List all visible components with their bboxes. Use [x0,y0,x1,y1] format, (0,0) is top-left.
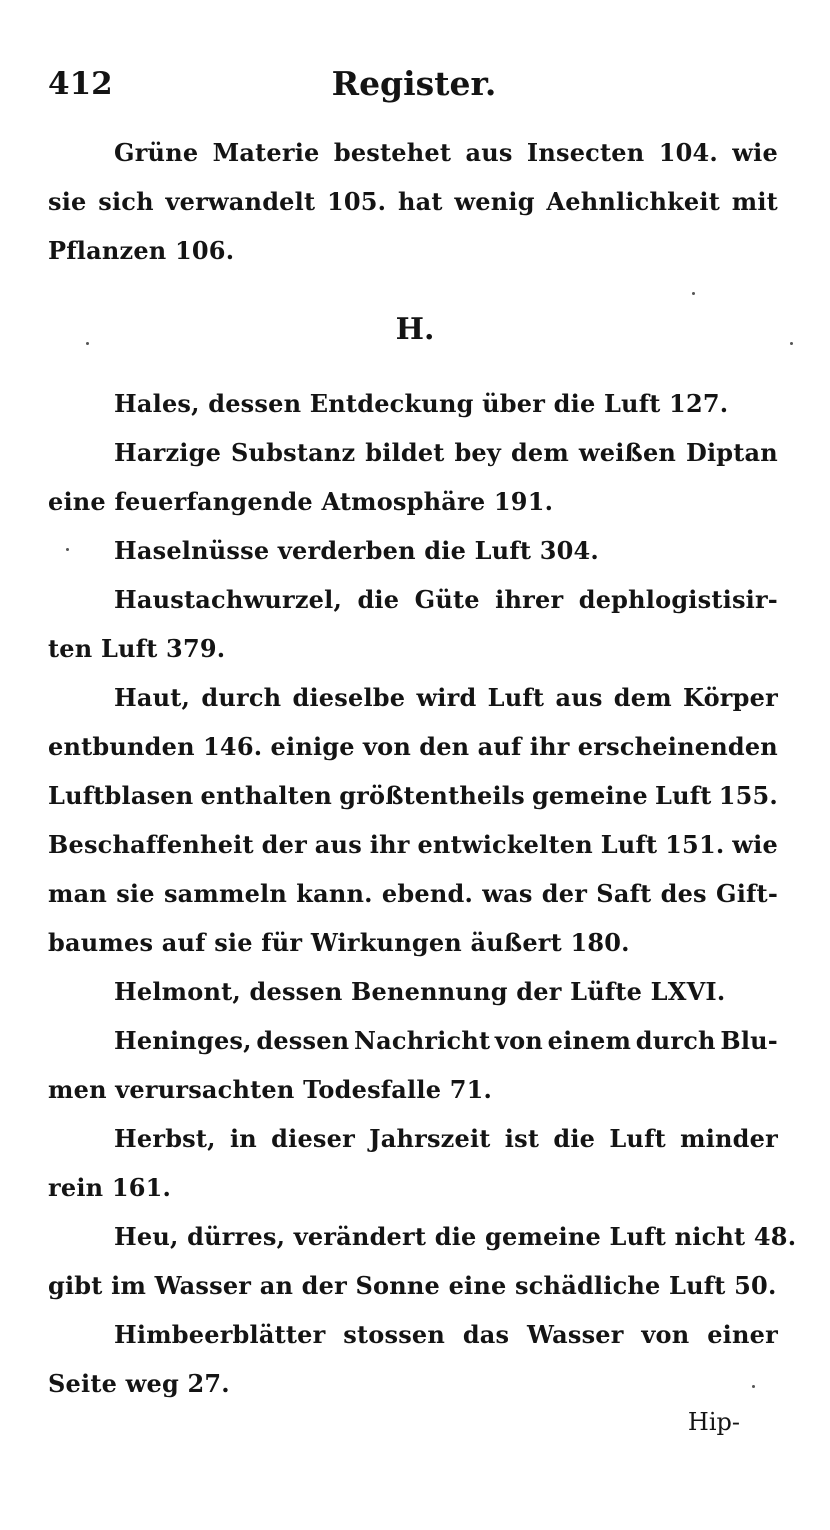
print-speck [692,292,695,295]
running-title: Register. [331,64,497,103]
entry-line: gibt im Wasser an der Sonne eine schädliche Luft 50. [48,1271,777,1300]
entry-line: baumes auf sie für Wirkungen äußert 180. [48,928,630,957]
index-entry-hales: Hales, dessen Entdeckung über die Luft 127. [114,389,729,418]
entry-line: rein 161. [48,1173,172,1202]
entry-line: man sie sammeln kann. ebend. was der Saft des Gift- [48,879,778,908]
page-number: 412 [48,66,113,102]
entry-line: Seite weg 27. [48,1369,230,1398]
entry-line: men verursachten Todesfalle 71. [48,1075,493,1104]
index-entries-section-h [48,379,797,1408]
entry-line: Grüne Materie bestehet aus Insecten 104. wie [114,138,778,167]
index-entry-heu: Heu, dürres, verändert die gemeine Luft nicht 48. [114,1222,797,1251]
index-entry-heninges: Heninges, dessen Nachricht von einem durch Blu- [114,1026,778,1055]
entry-line: ten Luft 379. [48,634,226,663]
index-entry-haustachwurzel: Haustachwurzel, die Güte ihrer dephlogistisir- [114,585,778,614]
print-speck [66,548,69,551]
entry-line: eine feuerfangende Atmosphäre 191. [48,487,554,516]
entry-line: entbunden 146. einige von den auf ihr erscheinenden [48,732,778,761]
entry-line: Luftblasen enthalten größtentheils gemeine Luft 155. [48,781,778,810]
section-letter-heading: H. [395,312,435,347]
print-speck [790,342,793,345]
index-entry-herbst: Herbst, in dieser Jahrszeit ist die Luft minder [114,1124,778,1153]
entry-line: Pflanzen 106. [48,236,235,265]
index-entry-gruene-materie [48,128,778,275]
print-speck [752,1385,755,1388]
entry-line: Beschaffenheit der aus ihr entwickelten Luft 151. wie [48,830,778,859]
index-entry-harzige-substanz: Harzige Substanz bildet bey dem weißen Diptan [114,438,778,467]
print-speck [86,342,89,345]
entry-line: sie sich verwandelt 105. hat wenig Aehnlichkeit mit [48,187,778,216]
index-entry-haselnuesse: Haselnüsse verderben die Luft 304. [114,536,599,565]
index-entry-helmont: Helmont, dessen Benennung der Lüfte LXVI. [114,977,726,1006]
page-header [48,60,780,108]
index-entry-haut: Haut, durch dieselbe wird Luft aus dem Körper [114,683,778,712]
catchword: Hip- [687,1408,740,1436]
index-entry-himbeerblaetter: Himbeerblätter stossen das Wasser von einer [114,1320,778,1349]
